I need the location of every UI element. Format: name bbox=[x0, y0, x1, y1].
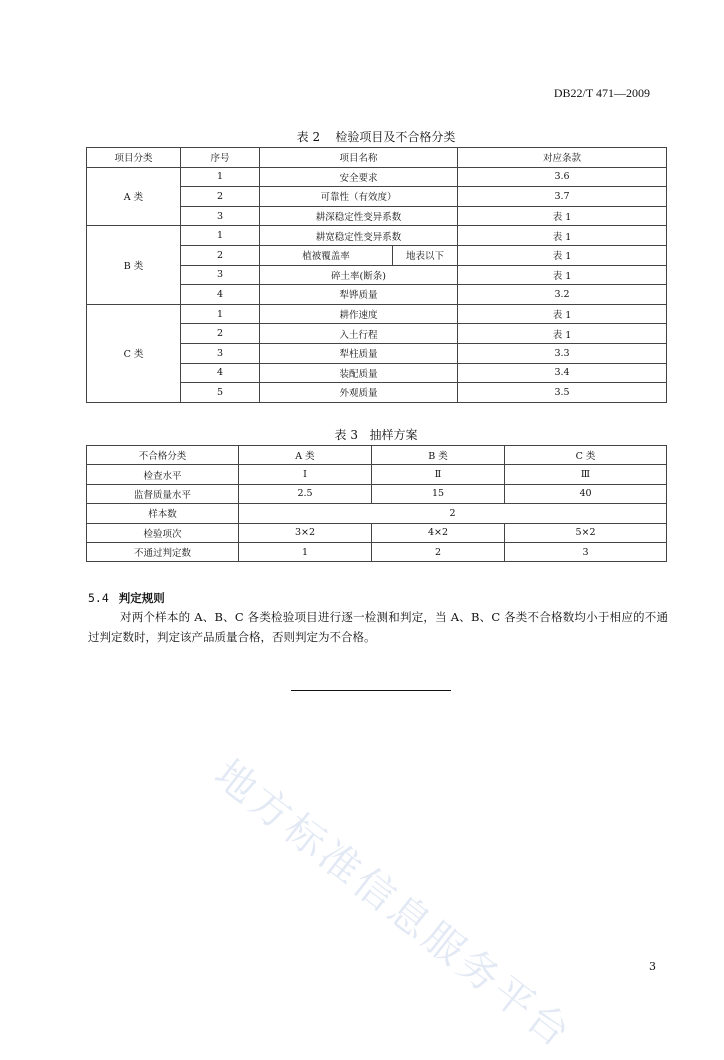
table2-caption: 表 2 检验项目及不合格分类 bbox=[296, 130, 456, 144]
column-header: A 类 bbox=[239, 446, 372, 465]
table-row bbox=[87, 542, 667, 561]
column-header: 对应条款 bbox=[458, 148, 667, 168]
clause-cell: 表 1 bbox=[458, 324, 667, 344]
seq-cell: 4 bbox=[181, 363, 260, 383]
table-header-row bbox=[87, 148, 667, 168]
value-cell: Ⅱ bbox=[372, 465, 505, 484]
page-number: 3 bbox=[649, 960, 656, 973]
seq-cell: 5 bbox=[181, 383, 260, 403]
value-cell: 40 bbox=[505, 484, 667, 503]
table-row bbox=[87, 304, 667, 324]
item-subname-cell: 地表以下 bbox=[393, 245, 458, 265]
value-cell: 3×2 bbox=[239, 523, 372, 542]
value-cell: 1 bbox=[239, 542, 372, 561]
value-cell: Ⅲ bbox=[505, 465, 667, 484]
table-row bbox=[87, 484, 667, 503]
column-header: 项目分类 bbox=[87, 148, 181, 168]
value-cell: 2 bbox=[239, 504, 667, 523]
seq-cell: 3 bbox=[181, 343, 260, 363]
table-row bbox=[87, 465, 667, 484]
clause-cell: 3.5 bbox=[458, 383, 667, 403]
item-name-cell: 耕宽稳定性变异系数 bbox=[260, 226, 458, 246]
item-name-cell: 植被覆盖率 bbox=[260, 245, 393, 265]
inspection-items-table bbox=[86, 147, 667, 403]
item-name-cell: 耕深稳定性变异系数 bbox=[260, 206, 458, 226]
seq-cell: 1 bbox=[181, 226, 260, 246]
item-name-cell: 安全要求 bbox=[260, 167, 458, 187]
value-cell: 15 bbox=[372, 484, 505, 503]
item-name-cell: 装配质量 bbox=[260, 363, 458, 383]
sampling-plan-table bbox=[86, 445, 667, 562]
table-row bbox=[87, 504, 667, 523]
table-header-row bbox=[87, 446, 667, 465]
section-heading bbox=[88, 590, 165, 606]
column-header: C 类 bbox=[505, 446, 667, 465]
watermark: 地方标准信息服务平台 bbox=[205, 751, 581, 1059]
table-row bbox=[87, 167, 667, 187]
section-body: 对两个样本的 A、B、C 各类检验项目进行逐一检测和判定，当 A、B、C 各类不合格数均小于相应的不通过判定数时，判定该产品质量合格，否则判定为不合格。 bbox=[88, 610, 668, 644]
clause-cell: 3.2 bbox=[458, 285, 667, 305]
document-code: DB22/T 471—2009 bbox=[553, 86, 650, 100]
column-header: 不合格分类 bbox=[87, 446, 239, 465]
item-name-cell: 外观质量 bbox=[260, 383, 458, 403]
item-name-cell: 耕作速度 bbox=[260, 304, 458, 324]
table-row bbox=[87, 523, 667, 542]
clause-cell: 表 1 bbox=[458, 304, 667, 324]
column-header: 项目名称 bbox=[260, 148, 458, 168]
value-cell: 5×2 bbox=[505, 523, 667, 542]
category-cell: B 类 bbox=[87, 226, 181, 304]
row-label: 监督质量水平 bbox=[87, 484, 239, 503]
column-header: 序号 bbox=[181, 148, 260, 168]
column-header: B 类 bbox=[372, 446, 505, 465]
clause-cell: 3.4 bbox=[458, 363, 667, 383]
item-name-cell: 碎土率(断条) bbox=[260, 265, 458, 285]
seq-cell: 2 bbox=[181, 324, 260, 344]
clause-cell: 表 1 bbox=[458, 226, 667, 246]
clause-cell: 表 1 bbox=[458, 206, 667, 226]
seq-cell: 1 bbox=[181, 304, 260, 324]
item-name-cell: 犁铧质量 bbox=[260, 285, 458, 305]
end-rule bbox=[291, 690, 451, 691]
seq-cell: 3 bbox=[181, 206, 260, 226]
seq-cell: 2 bbox=[181, 245, 260, 265]
item-name-cell: 入土行程 bbox=[260, 324, 458, 344]
clause-cell: 表 1 bbox=[458, 265, 667, 285]
item-name-cell: 犁柱质量 bbox=[260, 343, 458, 363]
value-cell: Ⅰ bbox=[239, 465, 372, 484]
seq-cell: 3 bbox=[181, 265, 260, 285]
value-cell: 2.5 bbox=[239, 484, 372, 503]
table-row bbox=[87, 226, 667, 246]
section-title: 判定规则 bbox=[118, 591, 165, 605]
seq-cell: 4 bbox=[181, 285, 260, 305]
category-cell: A 类 bbox=[87, 167, 181, 226]
value-cell: 3 bbox=[505, 542, 667, 561]
clause-cell: 3.6 bbox=[458, 167, 667, 187]
row-label: 检查水平 bbox=[87, 465, 239, 484]
seq-cell: 1 bbox=[181, 167, 260, 187]
value-cell: 2 bbox=[372, 542, 505, 561]
seq-cell: 2 bbox=[181, 187, 260, 207]
section-number: 5.4 bbox=[88, 591, 109, 605]
row-label: 不通过判定数 bbox=[87, 542, 239, 561]
table3-caption: 表 3 抽样方案 bbox=[334, 428, 418, 442]
clause-cell: 表 1 bbox=[458, 245, 667, 265]
clause-cell: 3.7 bbox=[458, 187, 667, 207]
category-cell: C 类 bbox=[87, 304, 181, 402]
item-name-cell: 可靠性（有效度） bbox=[260, 187, 458, 207]
row-label: 样本数 bbox=[87, 504, 239, 523]
value-cell: 4×2 bbox=[372, 523, 505, 542]
clause-cell: 3.3 bbox=[458, 343, 667, 363]
row-label: 检验项次 bbox=[87, 523, 239, 542]
